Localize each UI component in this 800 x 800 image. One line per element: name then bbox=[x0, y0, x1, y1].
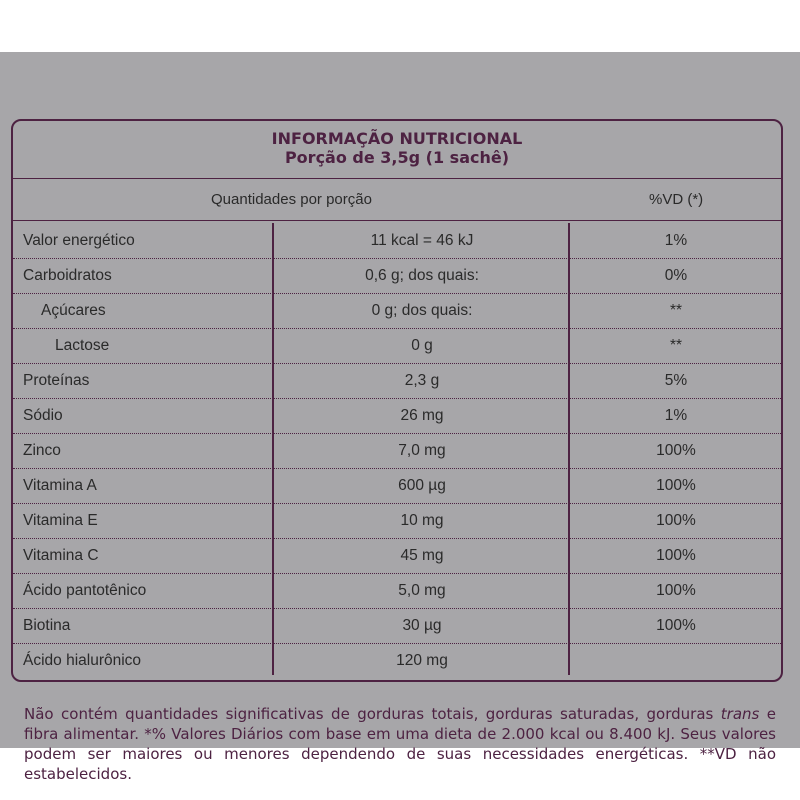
nutrient-name: Vitamina C bbox=[23, 547, 99, 564]
nutrient-amount: 10 mg bbox=[400, 512, 444, 529]
nutrient-vd: ** bbox=[669, 337, 683, 354]
nutrition-table bbox=[11, 119, 783, 682]
nutrient-name: Biotina bbox=[23, 617, 71, 634]
nutrient-vd: 100% bbox=[656, 617, 696, 634]
nutrient-name: Vitamina E bbox=[23, 512, 98, 529]
table-row bbox=[13, 538, 781, 573]
nutrient-amount: 600 µg bbox=[398, 477, 446, 494]
table-row bbox=[13, 363, 781, 398]
table-row bbox=[13, 293, 781, 328]
table-row bbox=[13, 328, 781, 363]
label-panel bbox=[0, 52, 800, 783]
nutrient-name: Zinco bbox=[23, 442, 61, 459]
nutrient-amount: 30 µg bbox=[402, 617, 442, 634]
nutrient-amount: 0 g; dos quais: bbox=[371, 302, 473, 319]
table-row bbox=[13, 258, 781, 293]
nutrient-name: Ácido pantotênico bbox=[23, 582, 147, 599]
nutrient-vd: 0% bbox=[664, 267, 688, 284]
nutrient-amount: 26 mg bbox=[400, 407, 444, 424]
table-row bbox=[13, 433, 781, 468]
nutrient-vd: 1% bbox=[664, 232, 688, 249]
table-row bbox=[13, 573, 781, 608]
table-subtitle: Porção de 3,5g (1 sachê) bbox=[284, 148, 510, 167]
table-row bbox=[13, 608, 781, 643]
nutrient-vd: 100% bbox=[656, 442, 696, 459]
nutrient-amount: 2,3 g bbox=[404, 372, 440, 389]
footnote bbox=[24, 704, 776, 784]
nutrient-vd: 100% bbox=[656, 512, 696, 529]
table-row bbox=[13, 468, 781, 503]
nutrient-name: Valor energético bbox=[23, 232, 135, 249]
table-row bbox=[13, 643, 781, 678]
nutrient-vd: 1% bbox=[664, 407, 688, 424]
nutrient-amount: 11 kcal = 46 kJ bbox=[370, 232, 474, 249]
divider bbox=[13, 178, 781, 179]
table-title-block bbox=[13, 129, 781, 167]
nutrient-vd: 100% bbox=[656, 547, 696, 564]
nutrient-vd: 100% bbox=[656, 477, 696, 494]
table-row bbox=[13, 503, 781, 538]
nutrient-vd bbox=[571, 643, 781, 678]
nutrient-name: Proteínas bbox=[23, 372, 90, 389]
nutrient-amount: 0,6 g; dos quais: bbox=[365, 267, 479, 284]
nutrient-name: Ácido hialurônico bbox=[23, 652, 142, 669]
nutrient-name: Sódio bbox=[23, 407, 63, 424]
nutrient-vd: 100% bbox=[656, 582, 696, 599]
nutrient-vd: ** bbox=[669, 302, 683, 319]
column-header-amount: Quantidades por porção bbox=[211, 191, 372, 208]
nutrient-name: Açúcares bbox=[41, 302, 106, 319]
nutrient-name: Lactose bbox=[55, 337, 110, 354]
footnote-italic: trans bbox=[720, 705, 760, 723]
table-row bbox=[13, 223, 781, 258]
nutrient-amount: 0 g bbox=[411, 337, 433, 354]
column-header-vd: %VD (*) bbox=[649, 191, 704, 208]
table-row bbox=[13, 398, 781, 433]
nutrient-amount: 120 mg bbox=[396, 652, 448, 669]
footnote-text: Não contém quantidades significativas de gorduras totais, gorduras saturadas, gorduras bbox=[24, 705, 721, 723]
table-title: INFORMAÇÃO NUTRICIONAL bbox=[271, 129, 523, 148]
divider bbox=[13, 220, 781, 221]
nutrient-amount: 5,0 mg bbox=[398, 582, 446, 599]
nutrient-name: Vitamina A bbox=[23, 477, 97, 494]
footnote-text-cont: e fibra alimentar. *% Valores Diários com base em uma dieta de 2.000 kcal ou 8.400 kJ. Seus valores podem ser maiores ou menores dependendo de suas necessidades energéticas. **VD não estabelecidos. bbox=[24, 705, 776, 783]
nutrient-vd: 5% bbox=[664, 372, 688, 389]
nutrient-amount: 7,0 mg bbox=[398, 442, 446, 459]
nutrient-name: Carboidratos bbox=[23, 267, 112, 284]
nutrient-amount: 45 mg bbox=[400, 547, 444, 564]
